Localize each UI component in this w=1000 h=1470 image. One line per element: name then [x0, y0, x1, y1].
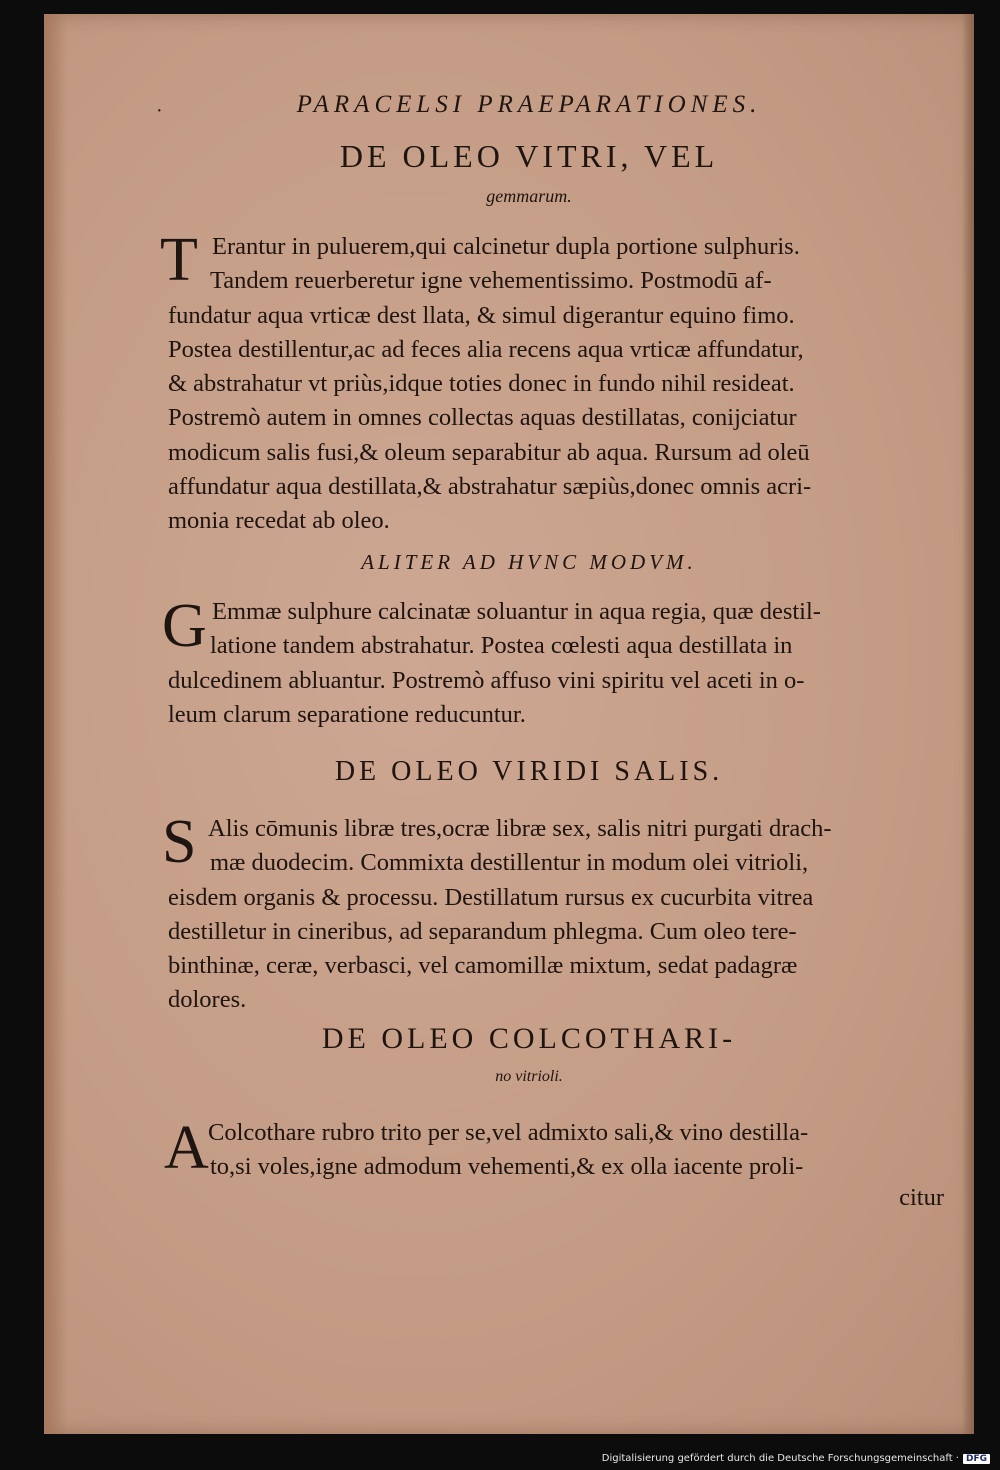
text-line: Postea destillentur,ac ad feces alia recens aqua vrticæ affundatur,	[168, 335, 804, 363]
section-4-text	[168, 1116, 948, 1185]
text-line: latione tandem abstrahatur. Postea cœlesti aqua destillata in	[210, 632, 793, 660]
text-line: dolores.	[168, 986, 247, 1014]
section-1-subtitle: gemmarum.	[486, 186, 572, 206]
running-head: PARACELSI PRAEPARATIONES.	[296, 91, 762, 118]
text-line: affundatur aqua destillata,& abstrahatur sæpiùs,donec omnis acri-	[168, 473, 812, 501]
text-line: leum clarum separatione reducuntur.	[168, 700, 526, 728]
catchword: citur	[899, 1184, 944, 1211]
section-2-title: ALITER AD HVNC MODVM.	[361, 550, 697, 574]
text-line: destilletur in cineribus, ad separandum phlegma. Cum oleo tere-	[168, 917, 797, 945]
gutter-shadow	[44, 14, 68, 1434]
text-line: Alis cōmunis libræ tres,ocræ libræ sex, salis nitri purgati drach-	[208, 815, 832, 842]
text-line: binthinæ, ceræ, verbasci, vel camomillæ mixtum, sedat padagræ	[168, 952, 798, 980]
text-line: monia recedat ab oleo.	[168, 507, 390, 535]
text-line: to,si voles,igne admodum vehementi,& ex olla iacente proli-	[210, 1153, 804, 1181]
digitization-credit-text: Digitalisierung gefördert durch die Deutsche Forschungsgemeinschaft ·	[601, 1453, 959, 1464]
section-1-dropcap: T	[160, 226, 198, 294]
section-2-dropcap: G	[162, 592, 207, 660]
digitization-credit	[602, 1453, 990, 1464]
book-page	[44, 14, 974, 1434]
section-3-title: DE OLEO VIRIDI SALIS.	[334, 756, 724, 787]
text-line: eisdem organis & processu. Destillatum rursus ex cucurbita vitrea	[168, 883, 814, 911]
text-line: Tandem reuerberetur igne vehementissimo. Postmodū af-	[210, 267, 772, 295]
section-4-title: DE OLEO COLCOTHARI-	[321, 1022, 737, 1055]
section-4-dropcap: A	[164, 1114, 209, 1182]
text-line: Colcothare rubro trito per se,vel admixto sali,& vino destilla-	[208, 1119, 809, 1146]
section-3-text	[168, 812, 948, 1018]
page-edge	[962, 14, 974, 1434]
section-4-subtitle: no vitrioli.	[495, 1068, 563, 1085]
section-1-title: DE OLEO VITRI, VEL	[339, 138, 719, 174]
text-line: Postremò autem in omnes collectas aquas destillatas, conijciatur	[168, 404, 797, 432]
ink-dot: ·	[156, 100, 163, 122]
section-1-text	[168, 230, 948, 539]
text-line: & abstrahatur vt priùs,idque toties donec in fundo nihil resideat.	[168, 370, 795, 398]
text-line: Emmæ sulphure calcinatæ soluantur in aqua regia, quæ destil-	[212, 598, 821, 625]
text-line: dulcedinem abluantur. Postremò affuso vini spiritu vel aceti in o-	[168, 666, 805, 694]
section-3-dropcap: S	[162, 808, 197, 876]
section-2-text	[168, 595, 948, 732]
dfg-logo: DFG	[963, 1454, 990, 1464]
text-line: modicum salis fusi,& oleum separabitur ab aqua. Rursum ad oleū	[168, 438, 810, 466]
text-line: mæ duodecim. Commixta destillentur in modum olei vitrioli,	[210, 849, 809, 877]
text-line: fundatur aqua vrticæ dest llata, & simul digerantur equino fimo.	[168, 301, 795, 329]
text-line: Erantur in puluerem,qui calcinetur dupla portione sulphuris.	[212, 233, 800, 260]
